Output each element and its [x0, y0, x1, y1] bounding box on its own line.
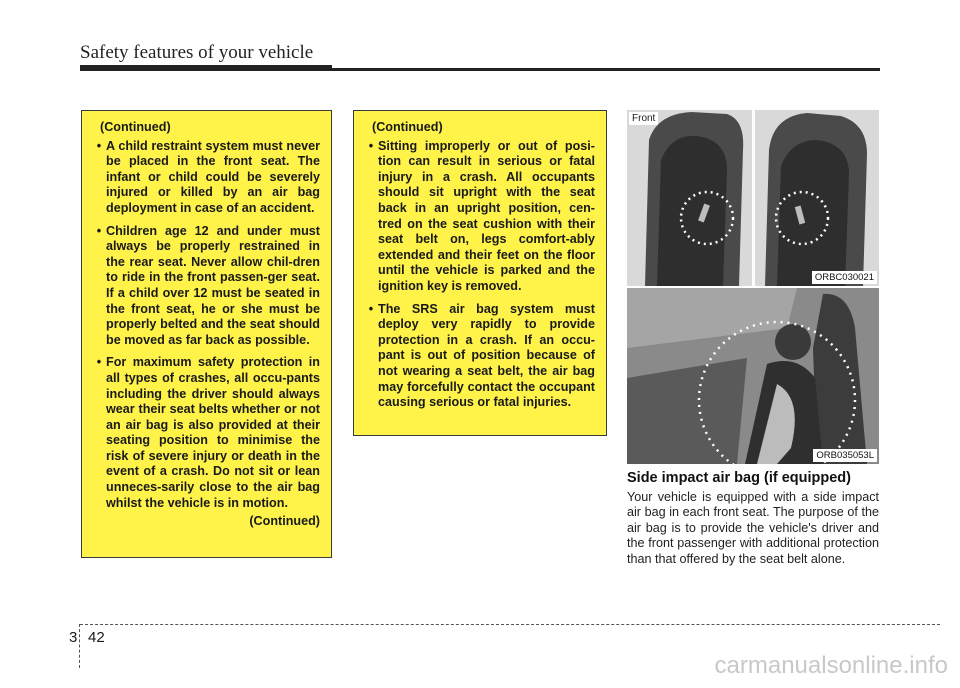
bullet-icon: •	[368, 301, 374, 316]
figure-front-label: Front	[629, 112, 658, 125]
bullet-icon: •	[96, 223, 102, 238]
bullet-text: A child restraint system must never be placed in the front seat. The infant or child could be severely injured or killed by an air bag deployment in case of an accident.	[106, 138, 320, 215]
bullet-text: For maximum safety protection in all types of crashes, all occu-pants including the driver should always wear their seat belts whether or not an air bag is also provided at their seating position to minimise the risk of severe injury or death in the event of a crash. Do not sit or lean unneces-sarily close to the air bag whilst the vehicle is in motion.	[106, 355, 320, 510]
warning-continued-footer: (Continued)	[249, 514, 320, 529]
bullet-icon: •	[368, 138, 374, 153]
page-number: 42	[88, 629, 105, 646]
warning-box-middle	[353, 110, 607, 436]
section-heading: Side impact air bag (if equipped)	[627, 470, 851, 486]
header-rule	[80, 68, 880, 71]
figure-code: ORBC030021	[812, 271, 877, 284]
warning-box-left	[81, 110, 332, 558]
bullet-text: Sitting improperly or out of posi-tion can result in serious or fatal injury in a crash. All occupants should sit upright with the seat back in an upright position, cen-tred on the seat cushion with their seat belt on, legs comfort-ably extended and their feet on the floor until the vehicle is parked and the ignition key is removed.	[378, 138, 595, 293]
footer-separator	[79, 624, 80, 668]
warning-bullet	[92, 355, 320, 511]
warning-continued-label: (Continued)	[100, 120, 171, 134]
bullet-icon: •	[96, 355, 102, 370]
seat-illustration	[627, 110, 879, 286]
warning-bullet	[92, 139, 320, 217]
warning-bullet	[92, 224, 320, 349]
bullet-icon: •	[96, 138, 102, 153]
page-header-title: Safety features of your vehicle	[80, 42, 314, 63]
figure-side-airbag-deployment	[627, 288, 879, 464]
warning-bullet	[364, 302, 595, 411]
bullet-text: The SRS air bag system must deploy very rapidly to provide protection in a crash. If an occu-pant is out of position because of not wearing a seat belt, the air bag may forcefully contact the occupant causing serious or fatal injuries.	[378, 301, 595, 410]
warning-bullet	[364, 139, 595, 295]
footer-rule	[80, 624, 940, 625]
figure-code: ORB035053L	[813, 449, 877, 462]
figure-seat-airbag-location	[627, 110, 879, 286]
section-body-text: Your vehicle is equipped with a side impact air bag in each front seat. The purpose of the air bag is to provide the vehicle's driver and the front passenger with additional protection than that offered by the seat belt alone.	[627, 490, 879, 566]
chapter-number: 3	[69, 629, 78, 646]
warning-continued-label: (Continued)	[372, 120, 443, 134]
bullet-text: Children age 12 and under must always be properly restrained in the rear seat. Never allow chil-dren to ride in the front passen-ger seat. If a child over 12 must be seated in the front seat, he or she must be properly belted and the seat should be moved as far back as possible.	[106, 223, 320, 347]
watermark-text: carmanualsonline.info	[714, 652, 948, 679]
occupant-illustration	[627, 288, 879, 464]
